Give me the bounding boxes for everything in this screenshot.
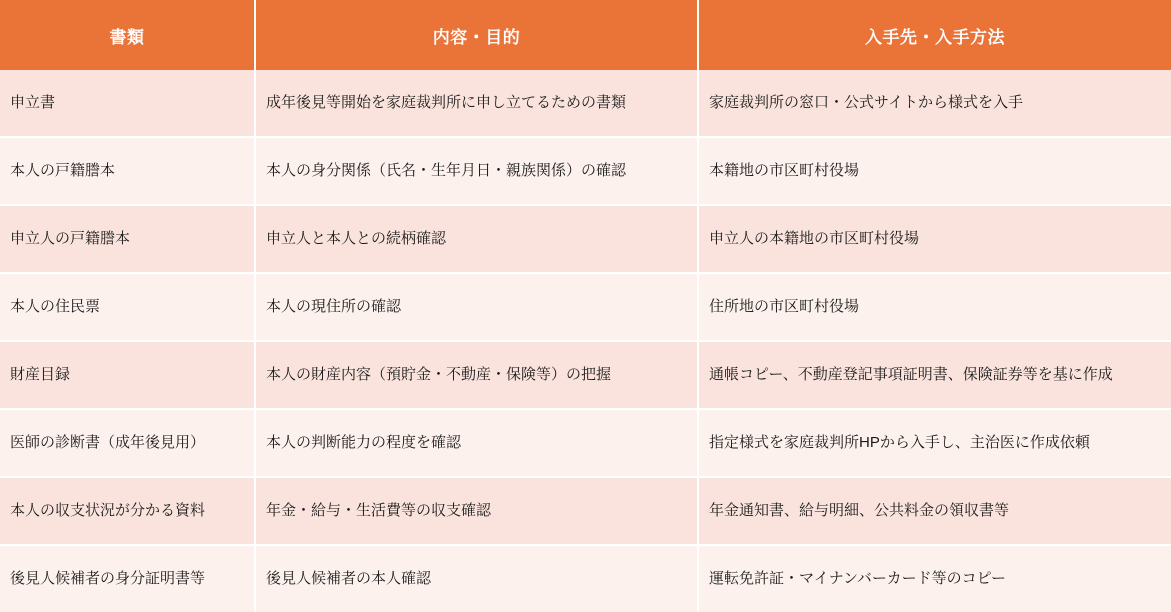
cell-document: 財産目録 bbox=[0, 341, 255, 409]
cell-purpose: 年金・給与・生活費等の収支確認 bbox=[255, 477, 698, 545]
cell-purpose: 後見人候補者の本人確認 bbox=[255, 545, 698, 612]
cell-source: 住所地の市区町村役場 bbox=[698, 273, 1171, 341]
cell-source: 年金通知書、給与明細、公共料金の領収書等 bbox=[698, 477, 1171, 545]
cell-purpose: 本人の身分関係（氏名・生年月日・親族関係）の確認 bbox=[255, 137, 698, 205]
table-row bbox=[0, 341, 1171, 409]
cell-purpose: 本人の財産内容（預貯金・不動産・保険等）の把握 bbox=[255, 341, 698, 409]
cell-document: 申立人の戸籍謄本 bbox=[0, 205, 255, 273]
table-row bbox=[0, 137, 1171, 205]
table-row bbox=[0, 545, 1171, 612]
cell-document: 医師の診断書（成年後見用） bbox=[0, 409, 255, 477]
cell-source: 家庭裁判所の窓口・公式サイトから様式を入手 bbox=[698, 70, 1171, 137]
table-header-row bbox=[0, 0, 1171, 70]
cell-source: 申立人の本籍地の市区町村役場 bbox=[698, 205, 1171, 273]
cell-source: 運転免許証・マイナンバーカード等のコピー bbox=[698, 545, 1171, 612]
cell-document: 本人の収支状況が分かる資料 bbox=[0, 477, 255, 545]
cell-source: 本籍地の市区町村役場 bbox=[698, 137, 1171, 205]
cell-source: 通帳コピー、不動産登記事項証明書、保険証券等を基に作成 bbox=[698, 341, 1171, 409]
column-header-purpose: 内容・目的 bbox=[255, 0, 698, 70]
cell-purpose: 本人の判断能力の程度を確認 bbox=[255, 409, 698, 477]
table-body bbox=[0, 70, 1171, 612]
cell-document: 本人の住民票 bbox=[0, 273, 255, 341]
table-row bbox=[0, 409, 1171, 477]
column-header-source: 入手先・入手方法 bbox=[698, 0, 1171, 70]
table-header bbox=[0, 0, 1171, 70]
cell-source: 指定様式を家庭裁判所HPから入手し、主治医に作成依頼 bbox=[698, 409, 1171, 477]
column-header-document: 書類 bbox=[0, 0, 255, 70]
cell-document: 本人の戸籍謄本 bbox=[0, 137, 255, 205]
table-row bbox=[0, 205, 1171, 273]
cell-document: 申立書 bbox=[0, 70, 255, 137]
table-row bbox=[0, 477, 1171, 545]
table-row bbox=[0, 70, 1171, 137]
table-row bbox=[0, 273, 1171, 341]
cell-purpose: 申立人と本人との続柄確認 bbox=[255, 205, 698, 273]
cell-purpose: 本人の現住所の確認 bbox=[255, 273, 698, 341]
cell-purpose: 成年後見等開始を家庭裁判所に申し立てるための書類 bbox=[255, 70, 698, 137]
cell-document: 後見人候補者の身分証明書等 bbox=[0, 545, 255, 612]
